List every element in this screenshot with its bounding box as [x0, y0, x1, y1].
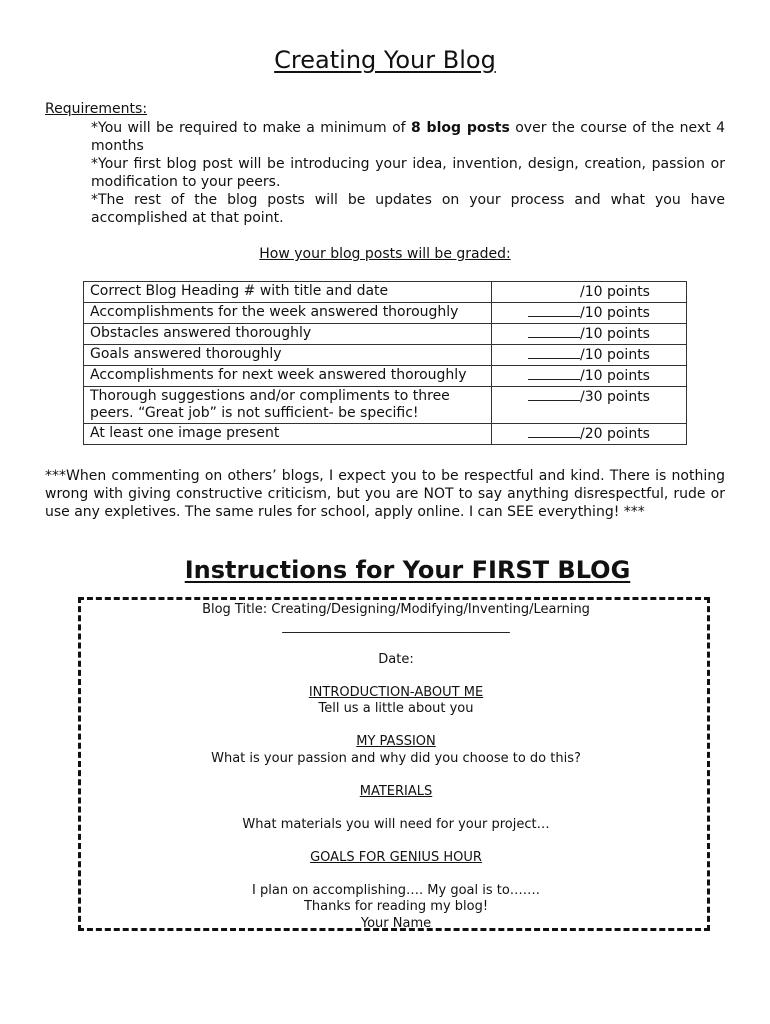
instructions-heading: Instructions for Your FIRST BLOG: [184, 556, 631, 584]
requirement-item-posts-pre: *You will be required to make a minimum of: [91, 120, 411, 136]
score-blank: [528, 283, 580, 296]
requirements-list: [91, 119, 725, 227]
requirement-item-updates: *The rest of the blog posts will be updates on your process and what you have accomplished at that point.: [91, 192, 725, 226]
score-blank: [528, 325, 580, 338]
grading-rubric-table: [83, 281, 687, 445]
rubric-criterion: Goals answered thoroughly: [84, 345, 492, 366]
rubric-criterion: Obstacles answered thoroughly: [84, 324, 492, 345]
rubric-criterion: Correct Blog Heading # with title and date: [84, 282, 492, 303]
passion-text: What is your passion and why did you choose to do this?: [211, 750, 581, 766]
requirement-item-posts: [91, 119, 725, 155]
commenting-note: ***When commenting on others’ blogs, I expect you to be respectful and kind. There is nothing wrong with giving constructive criticism, but you are NOT to say anything disrespectful, rude or use any expletives. The same rules for school, apply online. I can SEE everything! ***: [45, 468, 725, 520]
intro-heading: INTRODUCTION-ABOUT ME: [308, 684, 484, 700]
score-blank: [528, 425, 580, 438]
score-blank: [528, 304, 580, 317]
rubric-criterion: Accomplishments for the week answered thoroughly: [84, 303, 492, 324]
materials-text: What materials you will need for your project…: [242, 816, 550, 832]
requirement-item-posts-count: 8 blog posts: [410, 120, 510, 136]
table-row: [84, 345, 687, 366]
thanks-text: Thanks for reading my blog!: [303, 899, 489, 914]
requirement-item-first-post: *Your first blog post will be introducing your idea, invention, design, creation, passion or modification to your peers.: [91, 156, 725, 190]
rubric-points: /20 points: [492, 424, 687, 445]
rubric-points: /30 points: [492, 387, 687, 424]
table-row: [84, 424, 687, 445]
score-blank: [528, 388, 580, 401]
table-row: [84, 366, 687, 387]
table-row: [84, 303, 687, 324]
signature-text: Your Name: [360, 915, 432, 931]
score-blank: [528, 346, 580, 359]
goals-text: I plan on accomplishing…. My goal is to…….: [252, 882, 540, 898]
table-row: [84, 324, 687, 345]
date-label: Date:: [378, 651, 414, 667]
rubric-points: /10 points: [492, 345, 687, 366]
blog-title-prompt: Blog Title: Creating/Designing/Modifying/Inventing/Learning: [202, 602, 590, 617]
rubric-points: /10 points: [492, 282, 687, 303]
score-blank: [528, 367, 580, 380]
page-title: Creating Your Blog: [274, 46, 496, 74]
goals-heading: GOALS FOR GENIUS HOUR: [310, 849, 482, 865]
blog-title-line: ___________________________________: [282, 618, 510, 634]
rubric-points: /10 points: [492, 303, 687, 324]
passion-heading: MY PASSION: [356, 734, 436, 749]
rubric-criterion: Accomplishments for next week answered thoroughly: [84, 366, 492, 387]
intro-text: Tell us a little about you: [318, 701, 474, 716]
rubric-criterion: Thorough suggestions and/or compliments to three peers. “Great job” is not sufficient- be specific!: [84, 387, 492, 424]
grading-heading: How your blog posts will be graded:: [259, 246, 511, 262]
table-row: [84, 282, 687, 303]
requirement-item-posts-post: over the course of the next 4 months: [91, 120, 725, 154]
blog-template-content: [81, 602, 711, 932]
rubric-criterion: At least one image present: [84, 424, 492, 445]
table-row: [84, 387, 687, 424]
requirements-heading: Requirements:: [45, 101, 148, 117]
materials-heading: MATERIALS: [359, 783, 433, 799]
rubric-points: /10 points: [492, 366, 687, 387]
rubric-points: /10 points: [492, 324, 687, 345]
